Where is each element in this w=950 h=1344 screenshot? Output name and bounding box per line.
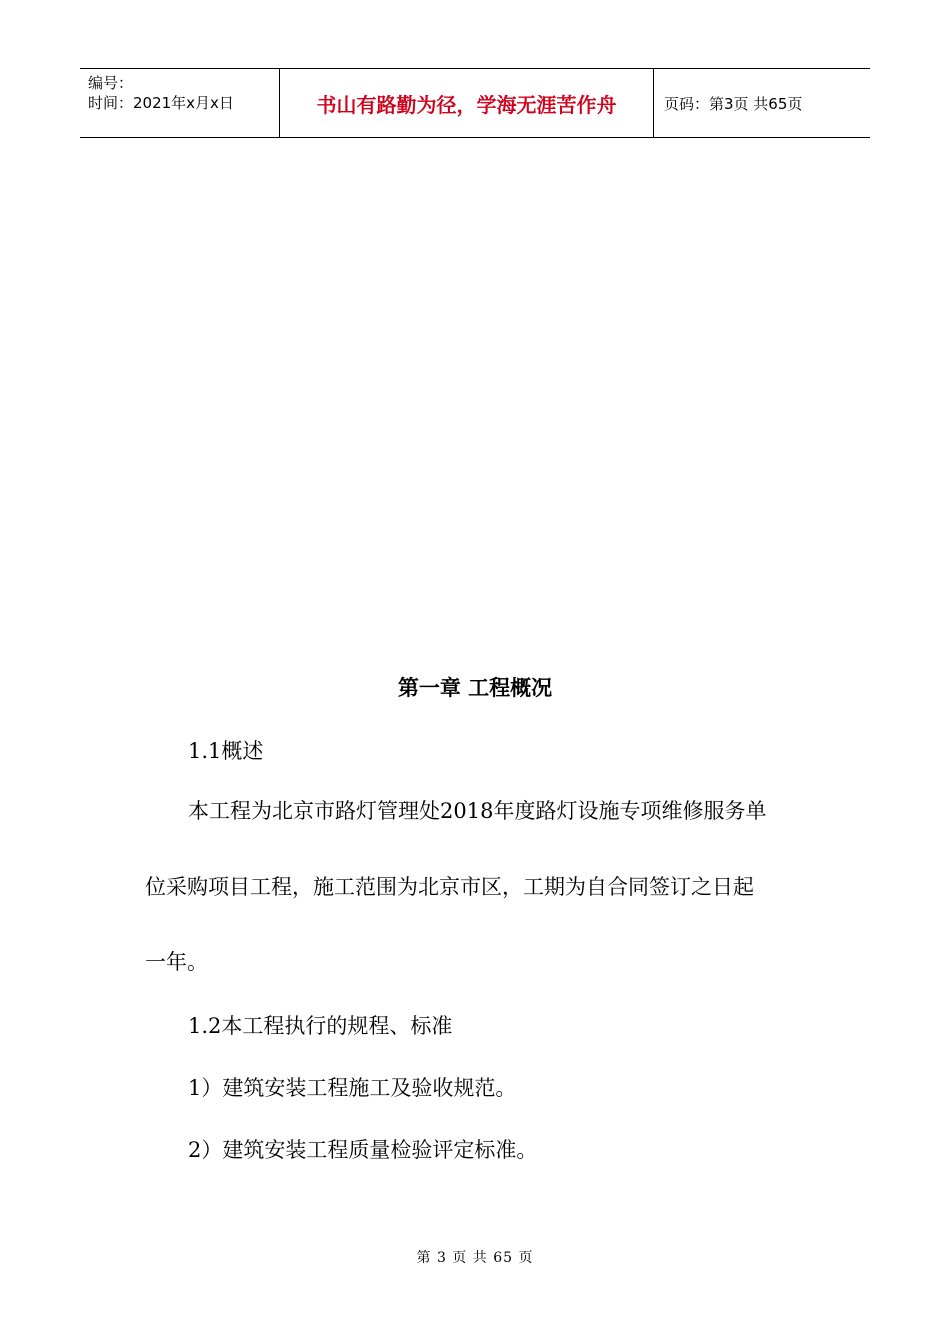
header-motto: 书山有路勤为径，学海无涯苦作舟 [280, 69, 654, 137]
document-number-label: 编号： [88, 74, 134, 92]
paragraph-line: 一年。 [145, 950, 208, 974]
header-page-info: 页码：第3页 共65页 [664, 94, 803, 113]
paragraph-line: 位采购项目工程，施工范围为北京市区，工期为自合同签订之日起 [145, 875, 754, 899]
chapter-title: 第一章 工程概况 [397, 676, 553, 700]
list-item: 2）建筑安装工程质量检验评定标准。 [188, 1138, 538, 1162]
document-header [80, 68, 870, 138]
section-heading-1-1: 1.1概述 [188, 739, 264, 763]
document-date-label: 时间：2021年x月x日 [88, 94, 234, 112]
section-heading-1-2: 1.2本工程执行的规程、标准 [188, 1014, 453, 1038]
paragraph-line: 本工程为北京市路灯管理处2018年度路灯设施专项维修服务单 [188, 799, 767, 823]
list-item: 1）建筑安装工程施工及验收规范。 [188, 1076, 517, 1100]
page-footer: 第 3 页 共 65 页 [416, 1250, 534, 1266]
header-meta-cell [80, 69, 280, 137]
